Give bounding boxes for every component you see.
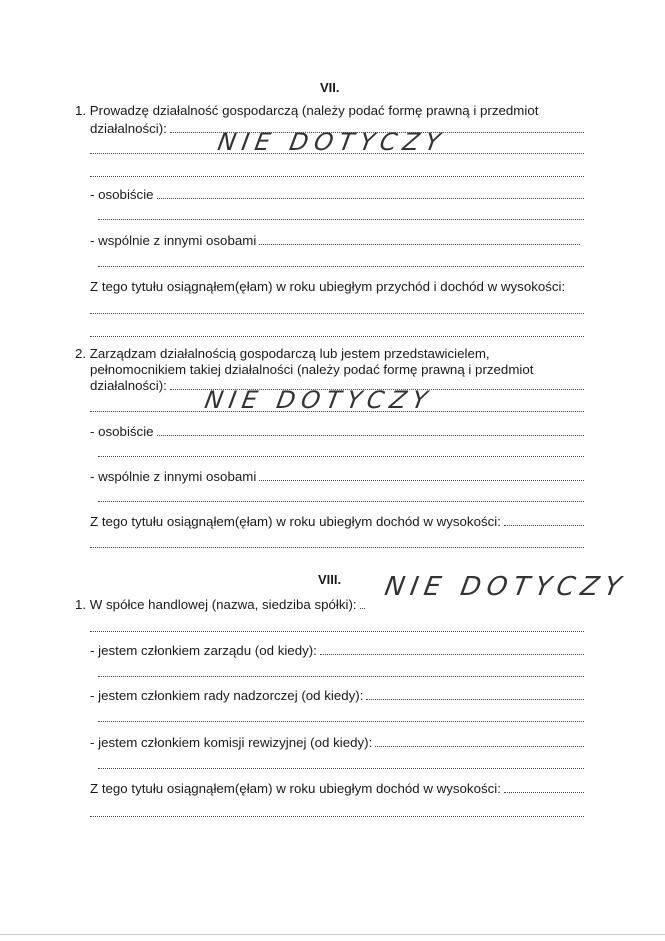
dotted-line[interactable] [90, 546, 584, 548]
dotted-line [259, 243, 580, 245]
dotted-line[interactable] [90, 335, 584, 337]
dotted-line [98, 265, 584, 267]
dotted-line [90, 630, 584, 632]
company-field[interactable] [75, 596, 365, 612]
dotted-line [504, 791, 584, 793]
page-edge [0, 934, 665, 935]
dotted-line [98, 455, 584, 457]
handwritten-answer: NIE DOTYCZY [382, 572, 630, 602]
dotted-line[interactable] [90, 312, 584, 314]
field-label: 1. W spółce handlowej (nazwa, siedziba spółki): [75, 597, 357, 612]
item1-line1: 1. Prowadzę działalność gospodarczą (należy podać formę prawną i przedmiot [75, 103, 539, 118]
item2-line2: pełnomocnikiem takiej działalności (należy podać formę prawną i przedmiot [90, 362, 534, 377]
board-field[interactable] [90, 642, 584, 658]
handwritten-answer: NIE DOTYCZY [202, 386, 436, 414]
section-heading: VIII. [318, 572, 342, 587]
supervisory-board-field[interactable] [90, 687, 584, 703]
dotted-line [157, 197, 584, 199]
dotted-line [98, 767, 584, 769]
field-label: - wspólnie z innymi osobami [90, 469, 257, 484]
dotted-line [98, 720, 584, 722]
dotted-line [320, 653, 584, 655]
field-label: Z tego tytułu osiągnąłem(ęłam) w roku ubiegłym dochód w wysokości: [90, 514, 501, 529]
field-label: - osobiście [90, 187, 154, 202]
handwritten-answer: NIE DOTYCZY [215, 128, 449, 156]
dotted-line [90, 175, 584, 177]
dotted-line [360, 607, 365, 609]
item2-jointly-field[interactable] [90, 468, 584, 484]
item1-jointly-field[interactable] [90, 232, 580, 248]
dotted-line [98, 218, 584, 220]
item2-personally-field[interactable] [90, 423, 584, 439]
dotted-line [98, 500, 584, 502]
field-label: - osobiście [90, 424, 154, 439]
dotted-line [157, 434, 584, 436]
dotted-line [98, 675, 584, 677]
item2-income-field[interactable] [90, 513, 584, 529]
dotted-line [90, 152, 584, 154]
section-heading: VII. [320, 80, 340, 95]
field-label: - jestem członkiem komisji rewizyjnej (od kiedy): [90, 735, 373, 750]
dotted-line [90, 410, 584, 412]
item1-personally-field[interactable] [90, 186, 584, 202]
dotted-line [504, 524, 584, 526]
dotted-line [366, 698, 584, 700]
dotted-line[interactable] [90, 815, 584, 817]
dotted-line [375, 745, 584, 747]
field-label: - jestem członkiem zarządu (od kiedy): [90, 643, 317, 658]
item2-line1: 2. Zarządzam działalnością gospodarczą lub jestem przedstawicielem, [75, 346, 490, 361]
field-label: działalności): [90, 121, 167, 136]
field-label: działalności): [90, 378, 167, 393]
income-field[interactable] [90, 780, 584, 796]
dotted-line [259, 479, 584, 481]
field-label: - jestem członkiem rady nadzorczej (od kiedy): [90, 688, 364, 703]
field-label: - wspólnie z innymi osobami [90, 233, 257, 248]
field-label: Z tego tytułu osiągnąłem(ęłam) w roku ubiegłym dochód w wysokości: [90, 781, 501, 796]
item1-income-label: Z tego tytułu osiągnąłem(ęłam) w roku ubiegłym przychód i dochód w wysokości: [90, 279, 566, 294]
audit-committee-field[interactable] [90, 734, 584, 750]
